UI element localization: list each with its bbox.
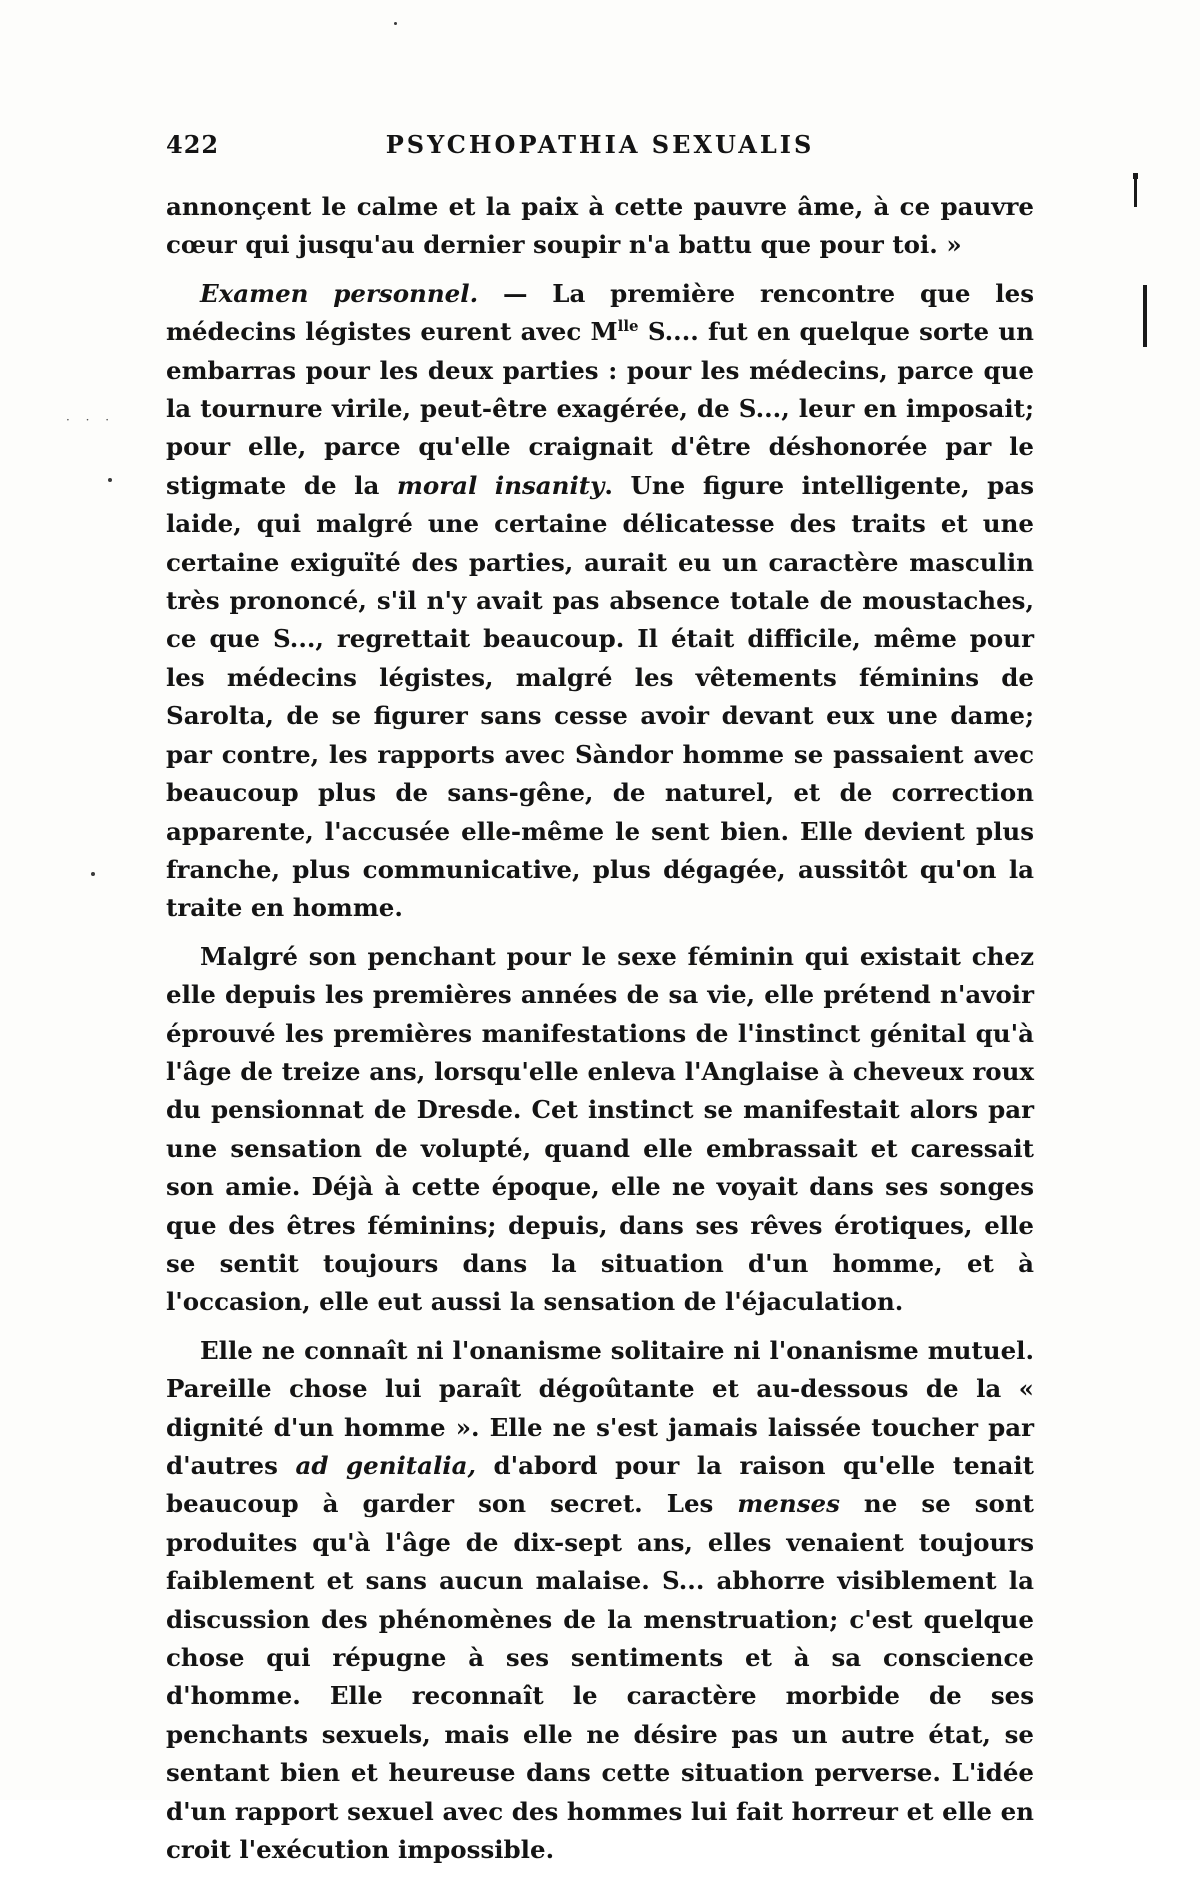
italic-term: ad genitalia, — [295, 1451, 477, 1480]
paragraph-text: — La première rencontre que les médecins légistes eurent avec M — [166, 278, 1034, 347]
ink-speck — [394, 22, 397, 25]
margin-mark — [1134, 177, 1137, 207]
italic-term: menses — [737, 1489, 840, 1519]
paragraph-text: ne se sont produites qu'à l'âge de dix-sept ans, elles venaient toujours faiblement et sans aucun malaise. S... abhorre visiblement la discussion des phénomènes de la menstruation; c'est quelque chose qui répugne à ses sentiments et à sa conscience d'homme. Elle reconnaît le caractère morbide de ses penchants sexuels, mais elle ne désire pas un autre état, se sentant bien et heureuse dans cette situation perverse. L'idée d'un rapport sexuel avec des hommes lui fait horreur et elle en croit l'exécution impossible. — [166, 1489, 1034, 1865]
body-text — [166, 188, 1034, 1879]
paragraph-text: d'abord pour la raison qu'elle tenait beaucoup à garder son secret. Les — [166, 1451, 1034, 1519]
paragraph-text: Malgré son penchant pour le sexe féminin qui existait chez elle depuis les premières années de sa vie, elle prétend n'avoir éprouvé les premières manifestations de l'instinct génital qu'à l'âge de treize ans, lorsqu'elle enleva l'Anglaise à cheveux roux du pensionnat de Dresde. Cet instinct se manifestait alors par une sensation de volupté, quand elle embrassait et caressait son amie. Déjà à cette époque, elle ne voyait dans ses songes que des êtres féminins; depuis, dans ses rêves érotiques, elle se sentit toujours dans la situation d'un homme, et à l'occasion, elle eut aussi la sensation de l'éjaculation. — [166, 941, 1034, 1317]
section-heading: Examen personnel. — [200, 278, 479, 308]
paragraph-text: S.... fut en quelque sorte un embarras pour les deux parties : pour les médecins, parce que la tournure virile, peut-être exagérée, de S..., leur en imposait; pour elle, parce qu'elle craignait d'être déshonorée par le stigmate de la — [166, 317, 1034, 500]
paragraph — [166, 275, 1034, 928]
ink-speck — [91, 872, 95, 876]
paragraph-text: Elle ne connaît ni l'onanisme solitaire ni l'onanisme mutuel. Pareille chose lui paraît dégoûtante et au-dessous de la « dignité d'un homme ». Elle ne s'est jamais laissée toucher par d'autres — [166, 1335, 1034, 1480]
ink-speck — [108, 478, 112, 482]
paragraph — [166, 1332, 1034, 1870]
ink-dots: · · · — [66, 413, 116, 427]
running-title: PSYCHOPATHIA SEXUALIS — [385, 130, 815, 159]
margin-mark — [1143, 285, 1147, 347]
paragraph — [166, 938, 1034, 1322]
paragraph-text: annonçent le calme et la paix à cette pauvre âme, à ce pauvre cœur qui jusqu'au dernier soupir n'a battu que pour toi. » — [166, 192, 1034, 260]
paragraph — [166, 188, 1034, 265]
paragraph-text: . Une figure intelligente, pas laide, qui malgré une certaine délicatesse des traits et une certaine exiguïté des parties, aurait eu un caractère masculin très prononcé, s'il n'y avait pas absence totale de moustaches, ce que S..., regrettait beaucoup. Il était difficile, même pour les médecins légistes, malgré les vêtements féminins de Sarolta, de se figurer sans cesse avoir devant eux une dame; par contre, les rapports avec Sàndor homme se passaient avec beaucoup plus de sans-gêne, de naturel, et de correction apparente, l'accusée elle-même le sent bien. Elle devient plus franche, plus communicative, plus dégagée, aussitôt qu'on la traite en homme. — [166, 470, 1034, 923]
page-header — [166, 130, 1034, 170]
superscript: lle — [617, 317, 639, 336]
page-number: 422 — [166, 130, 220, 159]
italic-term: moral insanity — [396, 470, 605, 500]
